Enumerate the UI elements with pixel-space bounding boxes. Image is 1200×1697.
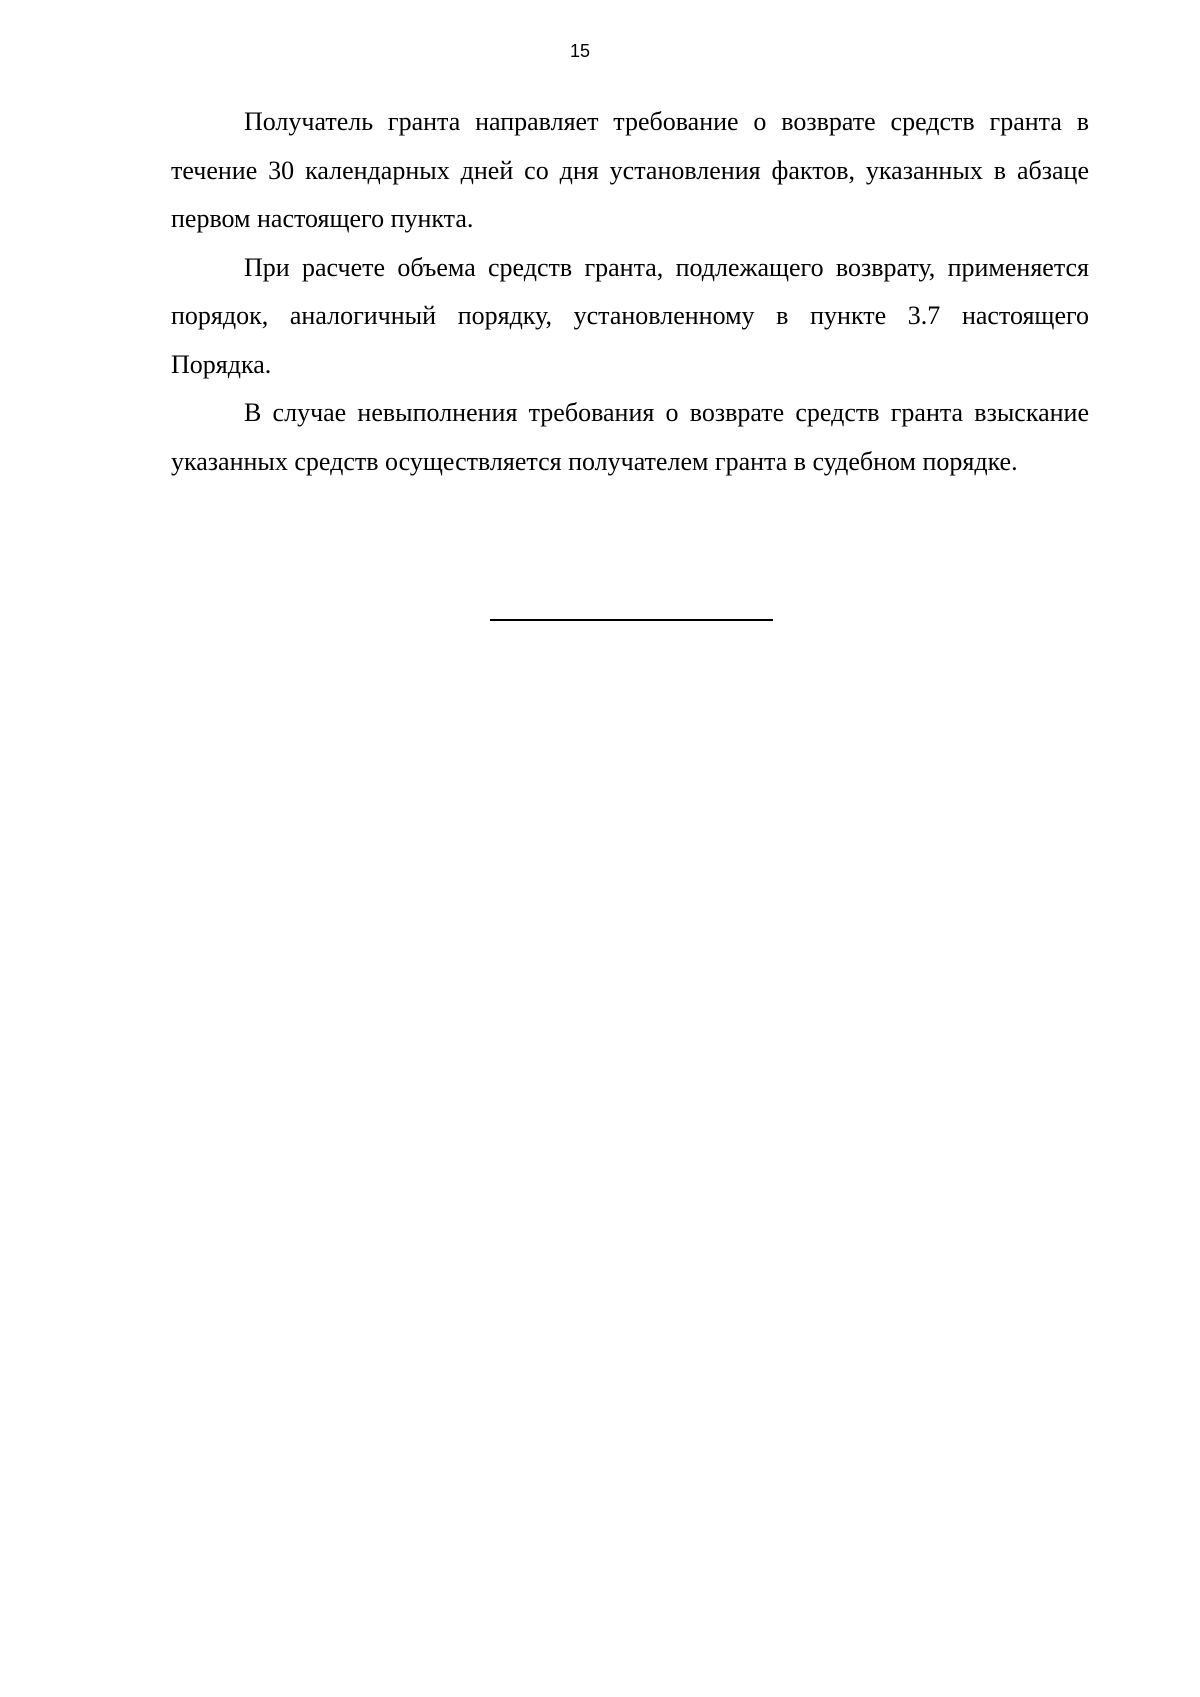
closing-divider: [490, 619, 773, 621]
document-body: [171, 98, 1089, 486]
paragraph-judicial-recovery: В случае невыполнения требования о возврате средств гранта взыскание указанных средств осуществляется получателем гранта в судебном порядке.: [171, 398, 1089, 476]
paragraph-return-calculation: При расчете объема средств гранта, подлежащего возврату, применяется порядок, аналогичный порядку, установленному в пункте 3.7 настоящего Порядка.: [171, 252, 1089, 379]
page-number: 15: [569, 41, 591, 61]
paragraph-grant-return-demand: Получатель гранта направляет требование о возврате средств гранта в течение 30 календарных дней со дня установления фактов, указанных в абзаце первом настоящего пункта.: [171, 107, 1089, 233]
